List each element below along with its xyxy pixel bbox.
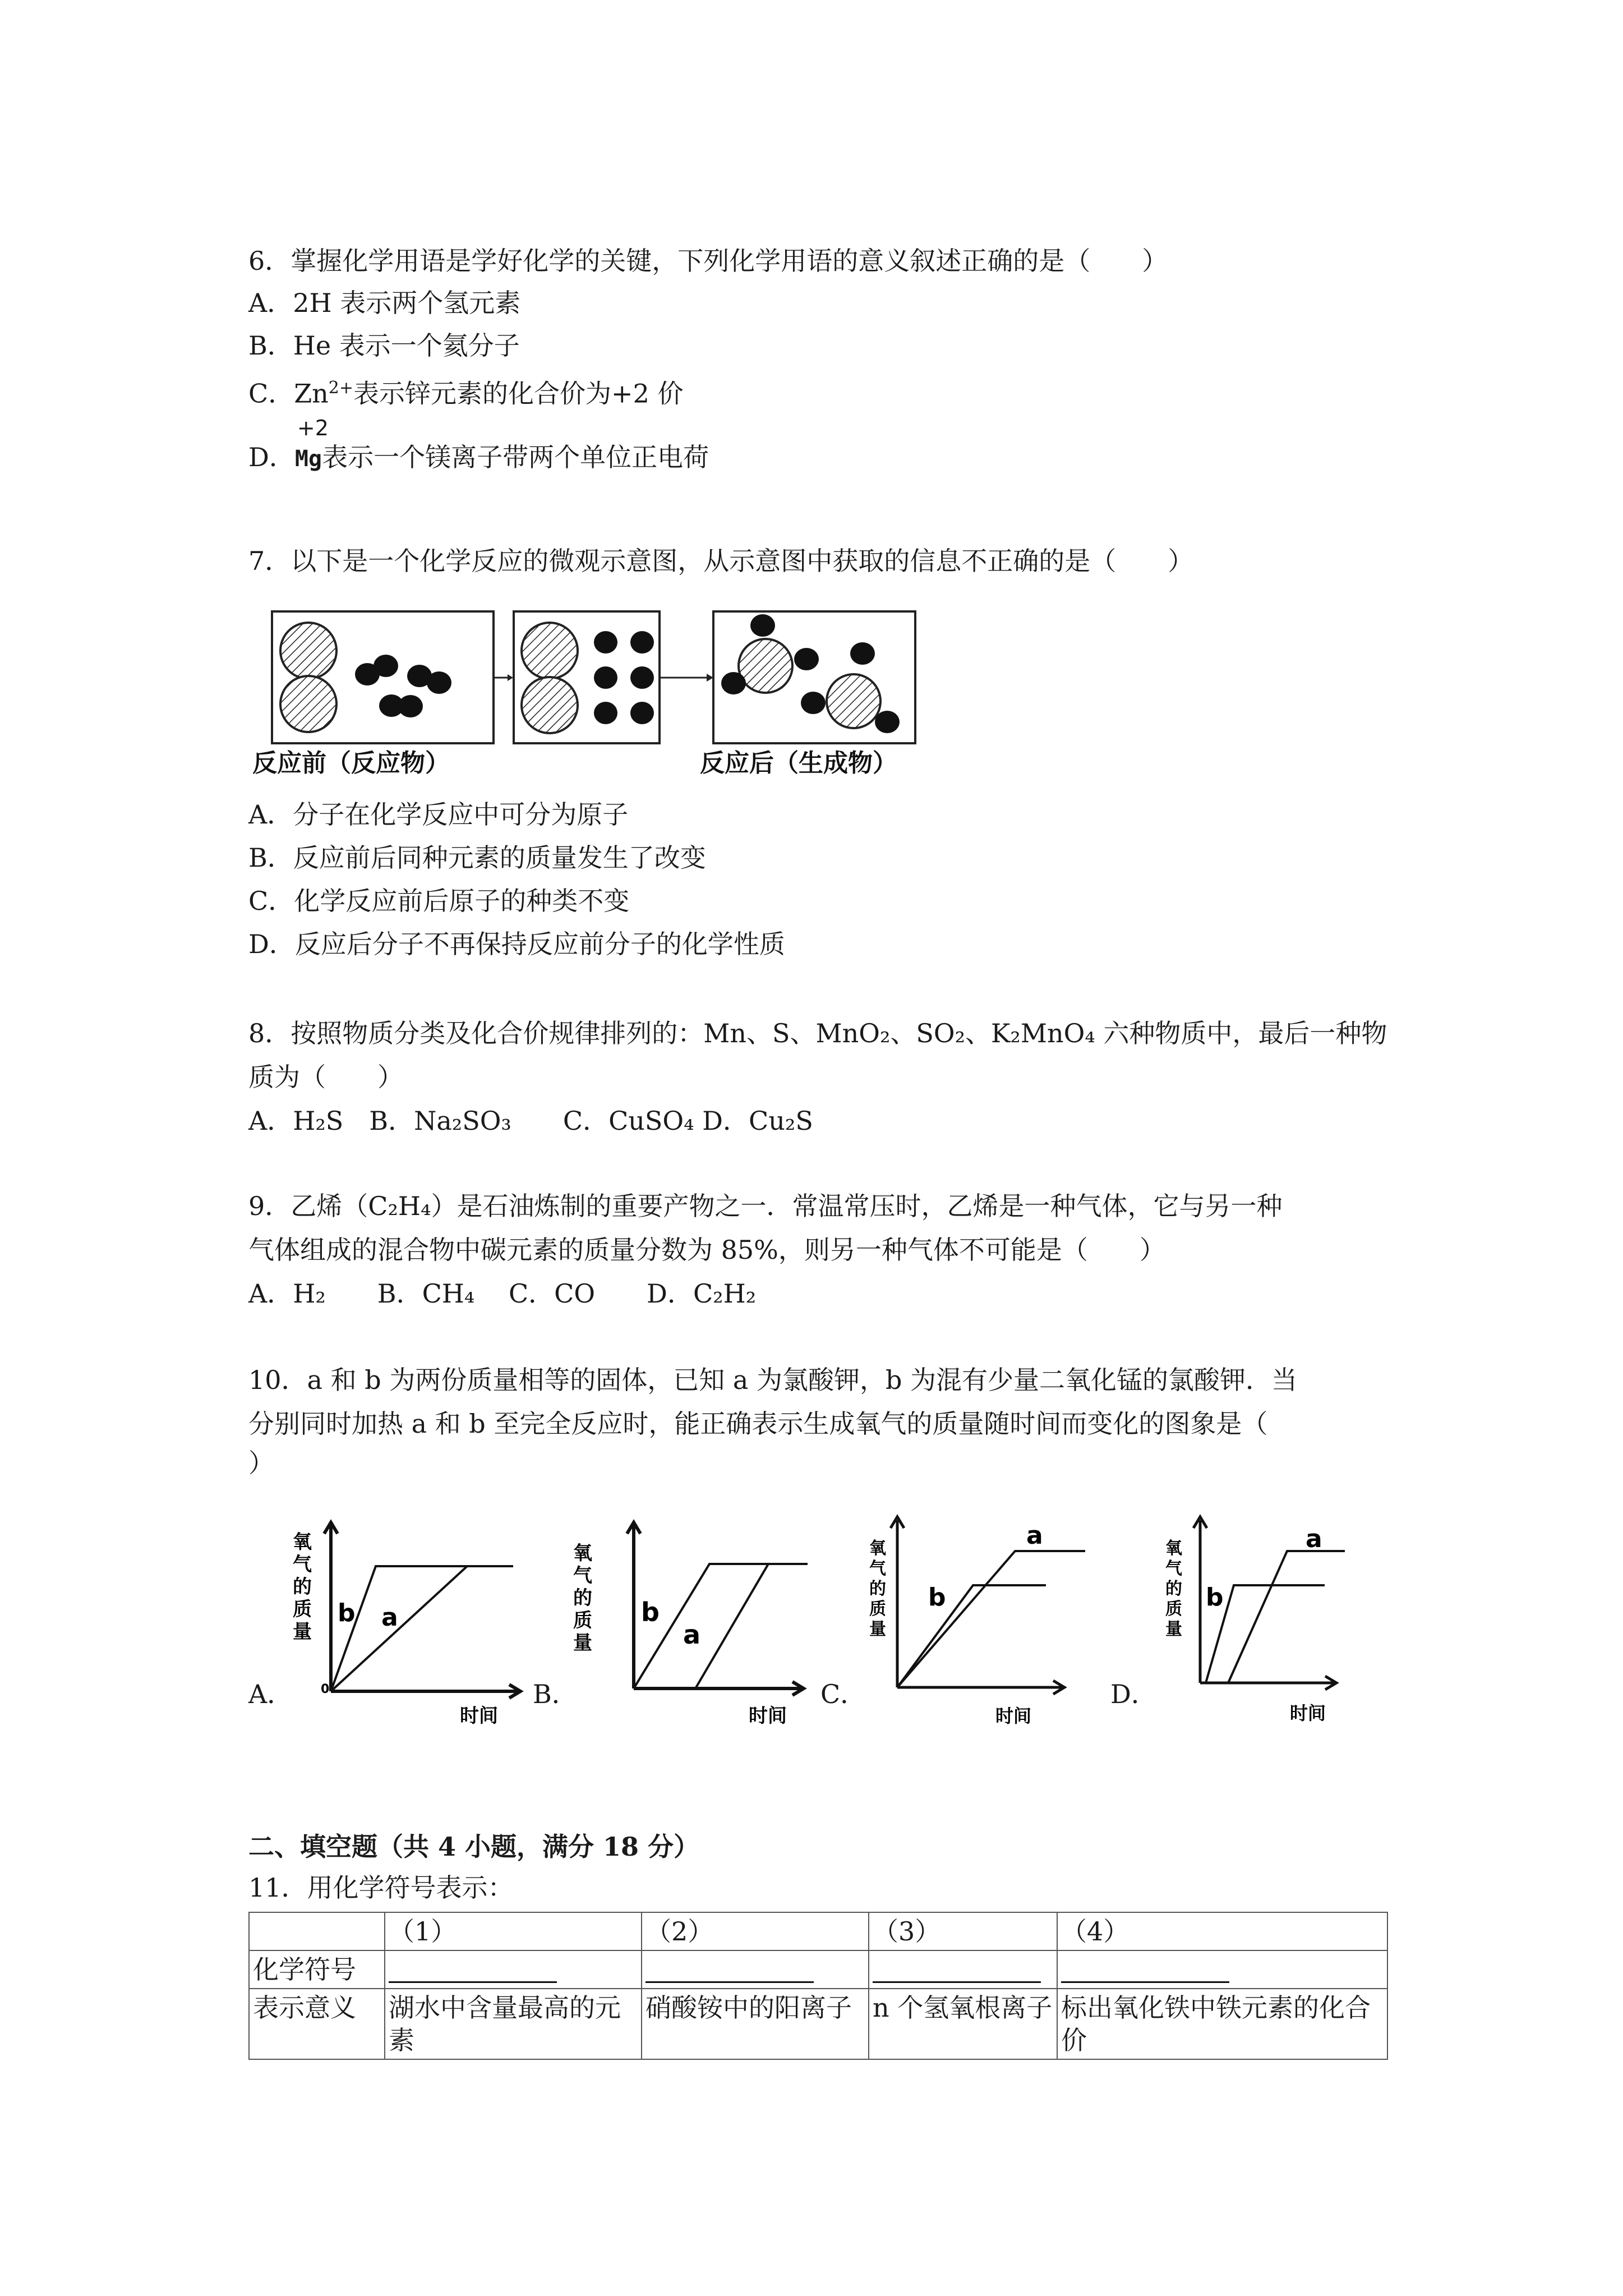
label-after: 反应后（生成物） [700,749,897,777]
hatched-atom [739,639,792,693]
svg-text:气: 气 [573,1565,592,1587]
svg-text:的: 的 [1165,1579,1182,1599]
black-atom [801,692,826,714]
q6-option-b: B．He 表示一个氦分子 [248,330,520,361]
label-before: 反应前（反应物） [252,749,450,777]
table-row [249,1989,1387,2059]
x-label: 时间 [995,1705,1032,1727]
q7-stem: 7．以下是一个化学反应的微观示意图，从示意图中获取的信息不正确的是（ ） [248,546,1194,576]
black-atom [594,666,617,689]
q6-option-c: C．$Zn^{2+}$表示锌元素的化合价为+2 价 [248,378,684,409]
svg-text:氧: 氧 [293,1531,312,1553]
hatched-atom [280,623,336,679]
line-b [634,1564,808,1688]
q8-stem-line1: 8．按照物质分类及化合价规律排列的：Mn、S、MnO₂、SO₂、K₂MnO₄ 六种物质中，最后一种物 [248,1018,1387,1048]
table-cell: n 个氢氧根离子 [869,1989,1057,2059]
graph-d [1138,1503,1402,1728]
svg-text:气: 气 [869,1559,886,1579]
hatched-atom [827,674,880,728]
table-header-row [249,1912,1387,1950]
black-atom [750,614,775,637]
valence-mark: +2 [297,416,329,440]
answer-blank-1[interactable] [385,1950,642,1989]
black-atom [630,702,654,724]
label-b: b [338,1599,356,1627]
hatched-atom [522,677,578,733]
q10-option-a: A． [248,1679,293,1709]
q10-option-b: B． [533,1679,578,1709]
table-cell: 标出氧化铁中铁元素的化合价 [1057,1989,1387,2059]
q6-option-d: D． +2 Mg表示一个镁离子带两个单位正电荷 [248,440,709,476]
q10-option-c: C． [820,1679,866,1709]
q10-stem-line3: ） [248,1448,274,1478]
black-atom [721,672,746,694]
hatched-atom [522,623,578,679]
svg-text:质: 质 [1165,1599,1182,1619]
q7-option-a: A．分子在化学反应中可分为原子 [248,799,629,830]
q7-option-b: B．反应前后同种元素的质量发生了改变 [248,843,706,873]
graph-c [841,1503,1099,1728]
line-a [695,1564,768,1688]
black-atom [630,631,654,654]
svg-text:气: 气 [293,1553,312,1576]
svg-text:量: 量 [869,1619,886,1639]
svg-text:氧: 氧 [869,1539,886,1558]
svg-text:氧: 氧 [1165,1539,1182,1558]
black-atom [398,695,423,717]
svg-text:的: 的 [869,1579,886,1599]
x-label: 时间 [1290,1703,1326,1724]
black-atom [794,648,819,670]
q10-stem-line1: 10．a 和 b 为两份质量相等的固体，已知 a 为氯酸钾，b 为混有少量二氧化锰的氯酸钾．当 [248,1365,1298,1395]
svg-text:质: 质 [293,1598,312,1621]
q10-option-d: D． [1110,1679,1157,1709]
svg-text:量: 量 [293,1621,312,1643]
q9-stem-line2: 气体组成的混合物中碳元素的质量分数为 85%，则另一种气体不可能是（ ） [248,1235,1165,1265]
answer-blank-4[interactable] [1057,1950,1387,1989]
q11-stem: 11．用化学符号表示： [248,1872,514,1903]
q6-option-a: A．2H 表示两个氢元素 [248,288,521,318]
line-b [331,1566,513,1691]
q11-table [248,1912,1388,2060]
answer-blank-2[interactable] [642,1950,869,1989]
q9-options: A．H₂ B．CH₄ C．CO D．C₂H₂ [248,1278,757,1309]
q9-stem-line1: 9．乙烯（C₂H₄）是石油炼制的重要产物之一．常温常压时，乙烯是一种气体，它与另一种 [248,1191,1283,1221]
x-label: 时间 [749,1705,787,1727]
svg-text:的: 的 [573,1587,592,1609]
line-a [897,1551,1085,1687]
label-a: a [381,1603,398,1632]
label-b: b [1206,1583,1224,1612]
table-cell: 硝酸铵中的阳离子 [642,1989,869,2059]
black-atom [374,655,398,677]
line-a [331,1566,467,1691]
label-a: a [683,1619,701,1650]
svg-text:气: 气 [1165,1559,1182,1579]
q8-options: A．H₂S B．Na₂SO₃ C．CuSO₄ D．Cu₂S [248,1106,813,1136]
x-label: 时间 [460,1705,498,1727]
svg-text:量: 量 [573,1632,592,1654]
table-cell: （1） [385,1912,642,1950]
black-atom [850,642,875,665]
row-label: 表示意义 [249,1989,385,2059]
svg-text:氧: 氧 [573,1542,592,1565]
mg-symbol: Mg [294,446,322,472]
graph-b [561,1515,808,1728]
q8-stem-line2: 质为（ ） [248,1062,403,1092]
q6-stem: 6．掌握化学用语是学好化学的关键，下列化学用语的意义叙述正确的是（ ） [248,246,1168,276]
svg-text:0: 0 [321,1682,330,1696]
q7-option-c: C．化学反应前后原子的种类不变 [248,886,630,916]
svg-text:质: 质 [573,1609,592,1632]
label-a: a [1306,1525,1322,1553]
table-cell [249,1912,385,1950]
answer-blank-3[interactable] [869,1950,1057,1989]
table-row [249,1950,1387,1989]
graph-a [286,1515,527,1728]
svg-text:质: 质 [869,1599,886,1619]
black-atom [630,666,654,689]
hatched-atom [280,676,336,732]
label-b: b [928,1583,946,1612]
table-cell: 湖水中含量最高的元素 [385,1989,642,2059]
black-atom [594,702,617,724]
row-label: 化学符号 [249,1950,385,1989]
black-atom [427,671,451,694]
label-b: b [641,1597,660,1627]
reaction-diagram [247,603,937,783]
table-cell: （3） [869,1912,1057,1950]
svg-text:量: 量 [1165,1619,1182,1639]
table-cell: （4） [1057,1912,1387,1950]
black-atom [594,631,617,654]
q7-option-d: D．反应后分子不再保持反应前分子的化学性质 [248,929,785,959]
section-title: 二、填空题（共 4 小题，满分 18 分） [248,1832,700,1862]
line-a [1228,1551,1345,1683]
black-atom [875,711,900,733]
table-cell: （2） [642,1912,869,1950]
svg-text:的: 的 [293,1576,312,1598]
label-a: a [1026,1521,1043,1550]
q10-stem-line2: 分别同时加热 a 和 b 至完全反应时，能正确表示生成氧气的质量随时间而变化的图象是（ [248,1409,1268,1439]
